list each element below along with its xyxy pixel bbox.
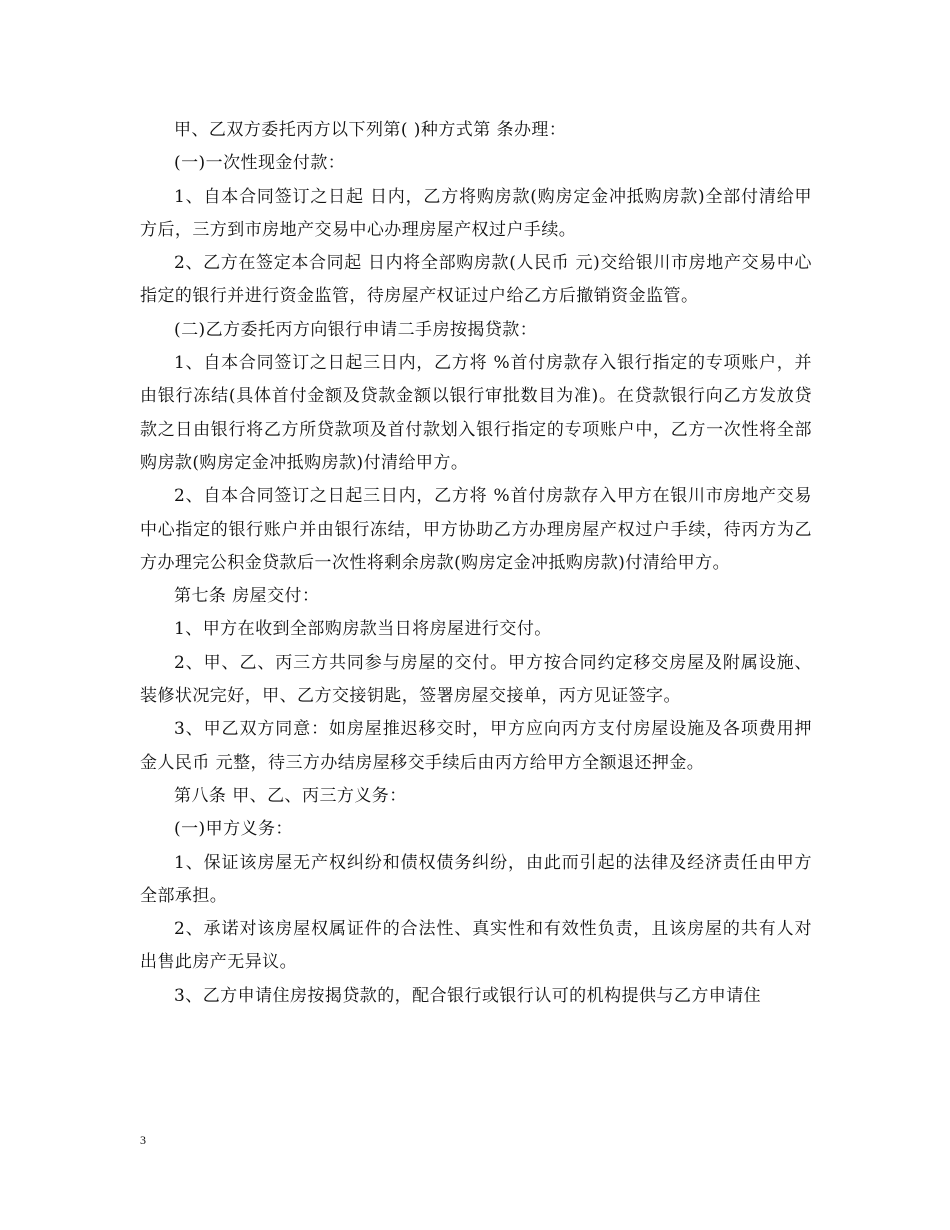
paragraph-mortgage-item-2: 2、自本合同签订之日起三日内，乙方将 %首付房款存入甲方在银川市房地产交易中心指定的银行账户并由银行冻结，甲方协助乙方办理房屋产权过户手续，待丙方为乙方办理完公积金贷款后一次性将剩余房款(购房定金冲抵购房款)付清给甲方。	[140, 486, 812, 573]
paragraph-cash-payment-item-2: 2、乙方在签定本合同起 日内将全部购房款(人民币 元)交给银川市房地产交易中心指定的银行并进行资金监管，待房屋产权证过户给乙方后撤销资金监管。	[140, 253, 812, 307]
paragraph-cash-payment-heading: (一)一次性现金付款：	[174, 153, 346, 174]
paragraph-delivery-item-1: 1、甲方在收到全部购房款当日将房屋进行交付。	[174, 619, 552, 640]
paragraph-mortgage-item-1: 1、自本合同签订之日起三日内，乙方将 %首付房款存入银行指定的专项账户，并由银行冻结(具体首付金额及贷款金额以银行审批数目为准)。在贷款银行向乙方发放贷款之日由银行将乙方所贷款项及首付款划入银行指定的专项账户中，乙方一次性将全部购房款(购房定金冲抵购房款)付清给甲方。	[140, 353, 812, 473]
paragraph-delivery-item-3: 3、甲乙双方同意：如房屋推迟移交时，甲方应向丙方支付房屋设施及各项费用押金人民币 元整，待三方办结房屋移交手续后由丙方给甲方全额退还押金。	[140, 719, 812, 773]
page-number: 3	[140, 1133, 146, 1147]
paragraph-entrust-method: 甲、乙双方委托丙方以下列第( )种方式第 条办理：	[174, 120, 567, 140]
paragraph-party-a-obligation-2: 2、承诺对该房屋权属证件的合法性、真实性和有效性负责，且该房屋的共有人对出售此房产无异议。	[140, 919, 812, 973]
paragraph-delivery-item-2: 2、甲、乙、丙三方共同参与房屋的交付。甲方按合同约定移交房屋及附属设施、装修状况完好，甲、乙方交接钥匙，签署房屋交接单，丙方见证签字。	[140, 652, 812, 707]
paragraph-party-a-obligation-1: 1、保证该房屋无产权纠纷和债权债务纠纷，由此而引起的法律及经济责任由甲方全部承担。	[140, 852, 812, 906]
paragraph-mortgage-heading: (二)乙方委托丙方向银行申请二手房按揭贷款：	[174, 319, 538, 340]
paragraph-cash-payment-item-1: 1、自本合同签订之日起 日内，乙方将购房款(购房定金冲抵购房款)全部付清给甲方后，三方到市房地产交易中心办理房屋产权过户手续。	[140, 186, 812, 240]
article-8-heading: 第八条 甲、乙、丙三方义务：	[174, 785, 407, 806]
paragraph-party-a-obligations-heading: (一)甲方义务：	[174, 819, 293, 840]
article-7-heading: 第七条 房屋交付：	[174, 586, 320, 607]
paragraph-party-a-obligation-3: 3、乙方申请住房按揭贷款的，配合银行或银行认可的机构提供与乙方申请住	[174, 985, 762, 1006]
document-body	[140, 114, 812, 1013]
